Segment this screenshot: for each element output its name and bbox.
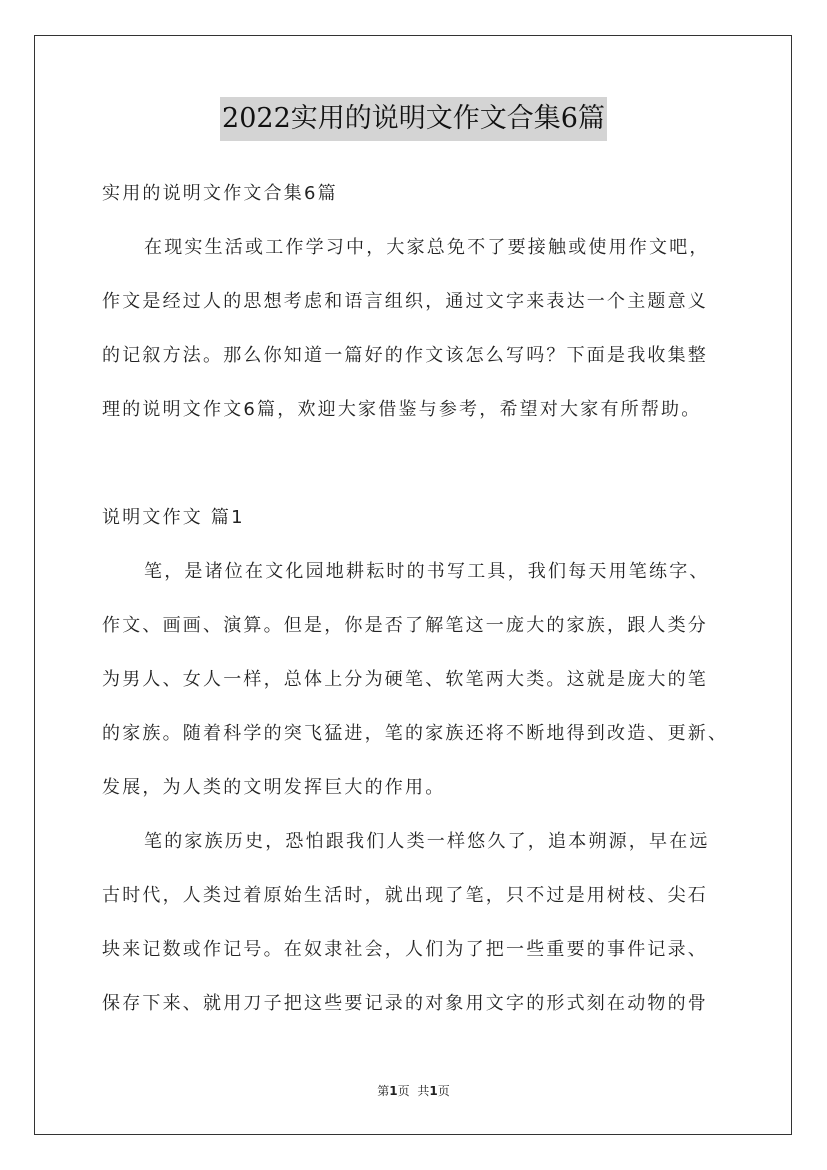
section-heading: 说明文作文 篇1	[102, 507, 245, 528]
footer-page-prefix: 第	[377, 1084, 390, 1098]
footer-page-current: 1	[389, 1084, 398, 1098]
intro-line: 作文是经过人的思想考虑和语言组织，通过文字来表达一个主题意义	[102, 291, 708, 312]
intro-line: 理的说明文作文6篇，欢迎大家借鉴与参考，希望对大家有所帮助。	[102, 399, 702, 420]
footer-total-suffix: 页	[437, 1084, 450, 1098]
intro-line: 的记叙方法。那么你知道一篇好的作文该怎么写吗？下面是我收集整	[102, 345, 708, 366]
page-footer	[0, 1083, 827, 1099]
paragraph-line: 为男人、女人一样，总体上分为硬笔、软笔两大类。这就是庞大的笔	[102, 669, 708, 690]
intro-line: 在现实生活或工作学习中，大家总免不了要接触或使用作文吧，	[144, 237, 710, 258]
footer-page-total: 1	[429, 1084, 438, 1098]
paragraph-line: 笔的家族历史，恐怕跟我们人类一样悠久了，追本朔源，早在远	[144, 831, 710, 852]
paragraph-line: 保存下来、就用刀子把这些要记录的对象用文字的形式刻在动物的骨	[102, 993, 708, 1014]
document-title: 2022实用的说明文作文合集6篇	[220, 97, 607, 141]
title-container	[0, 97, 827, 141]
paragraph-line: 笔，是诸位在文化园地耕耘时的书写工具，我们每天用笔练字、	[144, 561, 710, 582]
paragraph-line: 发展，为人类的文明发挥巨大的作用。	[102, 777, 446, 798]
paragraph-line: 的家族。随着科学的突飞猛进，笔的家族还将不断地得到改造、更新、	[102, 723, 729, 744]
paragraph-line: 块来记数或作记号。在奴隶社会，人们为了把一些重要的事件记录、	[102, 939, 708, 960]
paragraph-line: 古时代，人类过着原始生活时，就出现了笔，只不过是用树枝、尖石	[102, 885, 708, 906]
document-subtitle: 实用的说明文作文合集6篇	[102, 183, 338, 204]
footer-total-prefix: 共	[417, 1084, 430, 1098]
paragraph-line: 作文、画画、演算。但是，你是否了解笔这一庞大的家族，跟人类分	[102, 615, 708, 636]
footer-page-suffix: 页	[397, 1084, 410, 1098]
